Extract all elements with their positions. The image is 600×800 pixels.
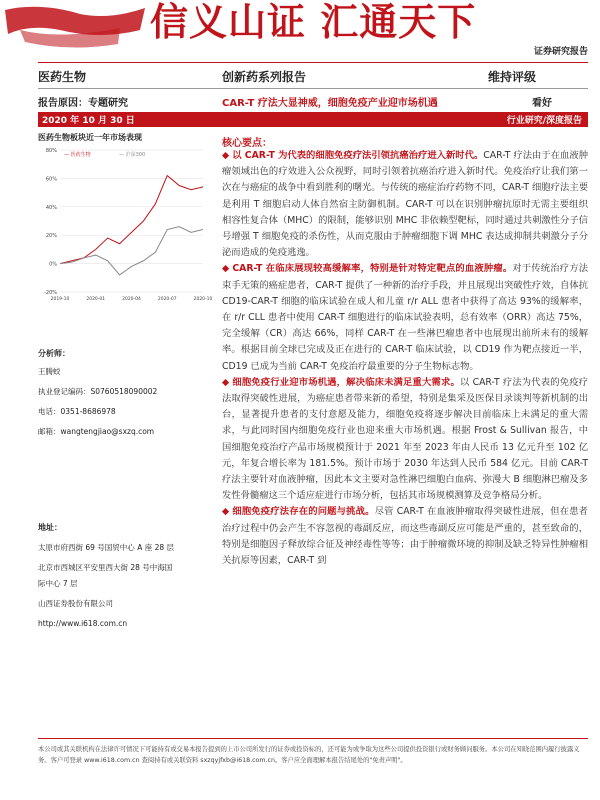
address-line-1: 太原市府西街 69 号国贸中心 A 座 28 层 (38, 543, 175, 552)
key-point-3-highlight: 细胞免疫行业迎市场机遇，解决临床未满足重大需求。 (232, 376, 460, 388)
footer-divider (38, 738, 588, 739)
key-point-4-highlight: 细胞免疫疗法存在的问题与挑战。 (232, 506, 375, 518)
legend-entry: — 医药生物 (64, 152, 91, 158)
company-website[interactable]: http://www.i618.com.cn (38, 619, 128, 628)
company-name: 山西证券股份有限公司 (38, 599, 113, 608)
rating: 维持评级 (488, 70, 537, 84)
report-reason: 报告原因：专题研究 (38, 98, 128, 109)
x-tick-label: 2020-07 (157, 297, 177, 302)
y-tick-label: 60% (45, 176, 57, 183)
y-tick-label: 0% (49, 261, 57, 268)
key-point-2-text: 对于传统治疗方法束手无策的癌症患者，CAR-T 提供了一种新的治疗手段，并且展现出突破性疗效，自体抗 CD19-CAR-T 细胞的临床试验在成人和儿童 r/r ALL 患者中获得了高达 93%的缓解率，在 r/r CLL 患者中使用 CAR-T 细胞进行的临床试验表明，总有效率（ORR）高达 75%，完全缓解（CR）高达 66%，同样 CAR-T 在一些淋巴瘤患者中也展现出前所未有的缓解率。根据目前全球已完成及正在进行的 CAR-T 临床试验，以 CD19 作为靶点接近一半，CD19 已成为当前 CAR-T 免疫治疗最重要的分子生物标志物。 (222, 263, 588, 372)
key-point-2-highlight: CAR-T 在临床展现较高缓解率，特别是针对特定靶点的血液肿瘤。 (232, 263, 513, 275)
address-label: 地址： (38, 523, 62, 532)
analyst-phone: 电话：0351-8686978 (38, 407, 116, 416)
key-point-4-text: 尽管 CAR-T 在血液肿瘤取得突破性进展，但在患者治疗过程中仍会产生不容忽视的毒副反应，而这些毒副反应可能是严重的，甚至致命的，特别是细胞因子释放综合征及神经毒性等等；由于肿瘤微环境的抑制及缺乏特异性肿瘤相关抗原等因素，CAR-T 到 (222, 506, 588, 567)
outlook: 看好 (532, 98, 552, 109)
x-tick-label: 2019-10 (50, 297, 70, 302)
y-tick-label: 40% (45, 204, 57, 211)
report-series: 创新药系列报告 (222, 70, 307, 84)
header-divider (38, 62, 588, 63)
y-tick-label: 20% (45, 233, 57, 240)
address-line-2: 北京市西城区平安里西大街 28 号中海国 (38, 563, 173, 572)
series-line-0 (60, 176, 203, 264)
x-tick-label: 2020-10 (193, 297, 213, 302)
report-header (0, 0, 600, 64)
analyst-email[interactable]: 邮箱：wangtengjiao@sxzq.com (38, 427, 155, 436)
diamond-bullet-icon: ◆ (222, 506, 230, 518)
report-headline: CAR-T 疗法大显神威，细胞免疫产业迎市场机遇 (222, 98, 438, 109)
report-type: 行业研究/深度报告 (506, 116, 582, 126)
address-line-3: 际中心 7 层 (38, 579, 78, 588)
x-tick-label: 2020-04 (122, 297, 141, 302)
diamond-bullet-icon: ◆ (222, 150, 230, 161)
sector-name: 医药生物 (38, 70, 87, 84)
diamond-bullet-icon: ◆ (222, 263, 230, 275)
y-tick-label: -20% (44, 290, 57, 296)
report-date: 2020 年 10 月 30 日 (42, 116, 135, 126)
key-point-1 (222, 148, 588, 261)
key-point-3-text: 以 CAR-T 疗法为代表的免疫疗法取得突破性进展，为癌症患者带来新的希望，特别是集采及医保目录谈判等新机制的出台，显著提升患者的支付意愿及能力，细胞免疫将逐步解决目前临床上未满足的重大需求，与此同时国内细胞免疫行业也迎来重大市场机遇。根据 Frost & Sullivan 报告，中国细胞免疫治疗产品市场规模预计于 2021 年至 2023 年由人民币 13 亿元升至 102 亿元，年复合增长率为 181.5%。预计市场于 2030 年达到人民币 584 亿元。目前 CAR-T 疗法主要针对血液肿瘤，因此本文主要对急性淋巴细胞白血病、弥漫大 B 细胞淋巴瘤及多发性骨髓瘤这三个适应症进行市场分析，包括其市场规模测算及竞争格局分析。 (222, 376, 588, 502)
key-point-1-text: CAR-T 疗法由于在血液肿瘤领域出色的疗效进入公众视野，同时引领着抗癌治疗进入新时代。免疫治疗让我们第一次在与癌症的战争中看到胜利的曙光。与传统的癌症治疗药物不同，CAR-T 细胞疗法主要是利用 T 细胞启动人体自然宿主防御机制。CAR-T 可以在识别肿瘤抗原时无需主要组织相容性复合体（MHC）的限制，能够识别 MHC 非依赖型靶标，同时通过共刺激性分子信号增强 T 细胞免疫的杀伤性，从而克服由于肿瘤细胞下调 MHC 表达成抑制共刺激分子分泌而造成的免疫逃逸。 (222, 150, 588, 259)
report-category: 证券研究报告 (533, 47, 588, 57)
key-points-body (222, 148, 588, 569)
x-tick-label: 2020-01 (86, 297, 106, 302)
y-tick-label: 80% (45, 148, 57, 154)
analyst-name: 王腾蛟 (38, 367, 61, 376)
chart-title: 医药生物板块近一年市场表现 (38, 133, 142, 142)
analyst-label: 分析师： (38, 349, 70, 358)
disclaimer: 本公司或其关联机构在法律许可情况下可能持有或交易本报告提到的上市公司所发行的证券或投资标的，还可能为或争取为这些公司提供投资银行或财务顾问服务。本公司在知晓范围内履行披露义务。客户可登录 www.i618.com.cn 查阅持有或关联资料 sxzqyjfxb@i618.com.cn。客户应全面理解本报告结尾处的"免责声明"。 (38, 746, 580, 764)
key-point-1-highlight: 以 CAR-T 为代表的细胞免疫疗法引领抗癌治疗进入新时代。 (232, 150, 484, 161)
key-point-2 (222, 261, 588, 374)
date-bar (38, 112, 588, 127)
brush-logo-icon (0, 0, 150, 55)
legend-entry: — 沪深300 (119, 152, 146, 158)
key-point-4 (222, 504, 588, 569)
diamond-bullet-icon: ◆ (222, 376, 230, 388)
meta-divider (38, 88, 588, 89)
series-line-1 (60, 227, 203, 275)
brand-slogan: 信义山证 汇通天下 (150, 0, 477, 44)
analyst-license: 执业登记编码：S0760518090002 (38, 387, 158, 396)
market-performance-chart (38, 142, 213, 312)
key-points-title: 核心要点： (222, 138, 272, 149)
key-point-3 (222, 375, 588, 505)
